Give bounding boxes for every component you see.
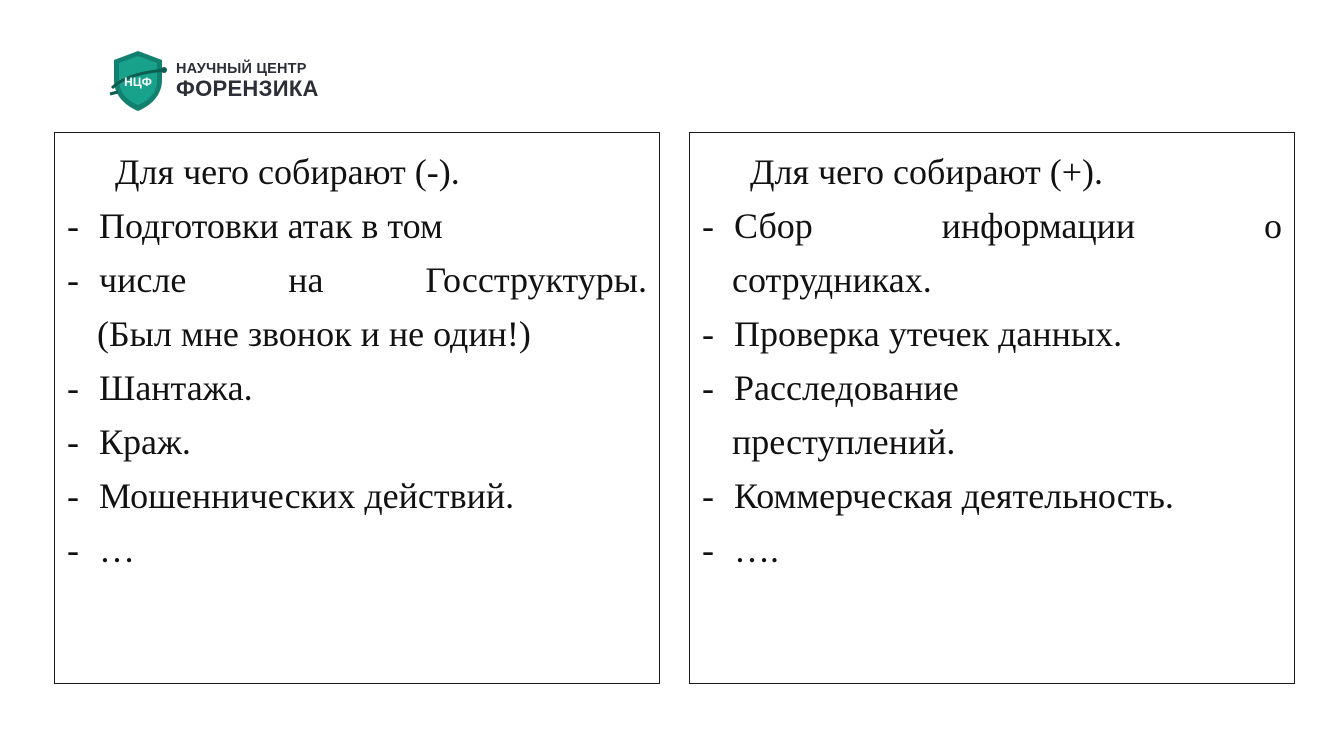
list-item [65,199,647,253]
item-text: Расследование [734,368,959,408]
list-item [700,199,1282,253]
right-panel [689,132,1295,684]
item-text: Шантажа. [99,368,253,408]
right-panel-title: Для чего собирают (+). [750,152,1104,192]
bullet-dash: - [67,530,79,570]
item-word: информации [941,206,1136,246]
item-text: …. [734,530,779,570]
bullet-dash: - [67,206,79,246]
list-item [65,415,647,469]
list-item [700,523,1282,577]
item-word: на [288,260,324,300]
list-item [65,253,647,307]
item-text: Мошеннических действий. [99,476,515,516]
item-text: Подготовки атак в том [99,206,443,246]
list-item [65,523,647,577]
item-continuation: сотрудниках. [732,260,932,300]
item-word: Госструктуры. [425,260,647,300]
bullet-dash: - [702,476,714,516]
item-text-justified [734,199,1282,253]
bullet-dash: - [702,530,714,570]
logo-line2: ФОРЕНЗИКА [176,76,319,102]
list-item [65,361,647,415]
bullet-dash: - [67,476,79,516]
bullet-dash: - [67,260,79,300]
item-continuation: (Был мне звонок и не один!) [97,314,531,354]
bullet-dash: - [702,206,714,246]
bullet-dash: - [67,422,79,462]
item-word: Сбор [734,206,813,246]
left-panel-title: Для чего собирают (-). [115,152,460,192]
item-word: о [1264,206,1282,246]
left-panel [54,132,660,684]
list-item [65,469,647,523]
item-text: Проверка утечек данных. [734,314,1123,354]
logo-badge-text: НЦФ [124,75,152,89]
bullet-dash: - [67,368,79,408]
item-text-justified [99,253,647,307]
shield-logo-icon [106,48,170,114]
item-continuation: преступлений. [732,422,956,462]
logo-line1: НАУЧНЫЙ ЦЕНТР [176,60,307,77]
item-text: Коммерческая деятельность. [734,476,1174,516]
bullet-dash: - [702,314,714,354]
item-word: числе [99,260,187,300]
item-text: Краж. [99,422,191,462]
logo [106,48,319,114]
bullet-dash: - [702,368,714,408]
list-item [700,469,1282,523]
item-text: … [99,530,135,570]
list-item [700,361,1282,415]
list-item [700,307,1282,361]
logo-text [176,62,319,101]
